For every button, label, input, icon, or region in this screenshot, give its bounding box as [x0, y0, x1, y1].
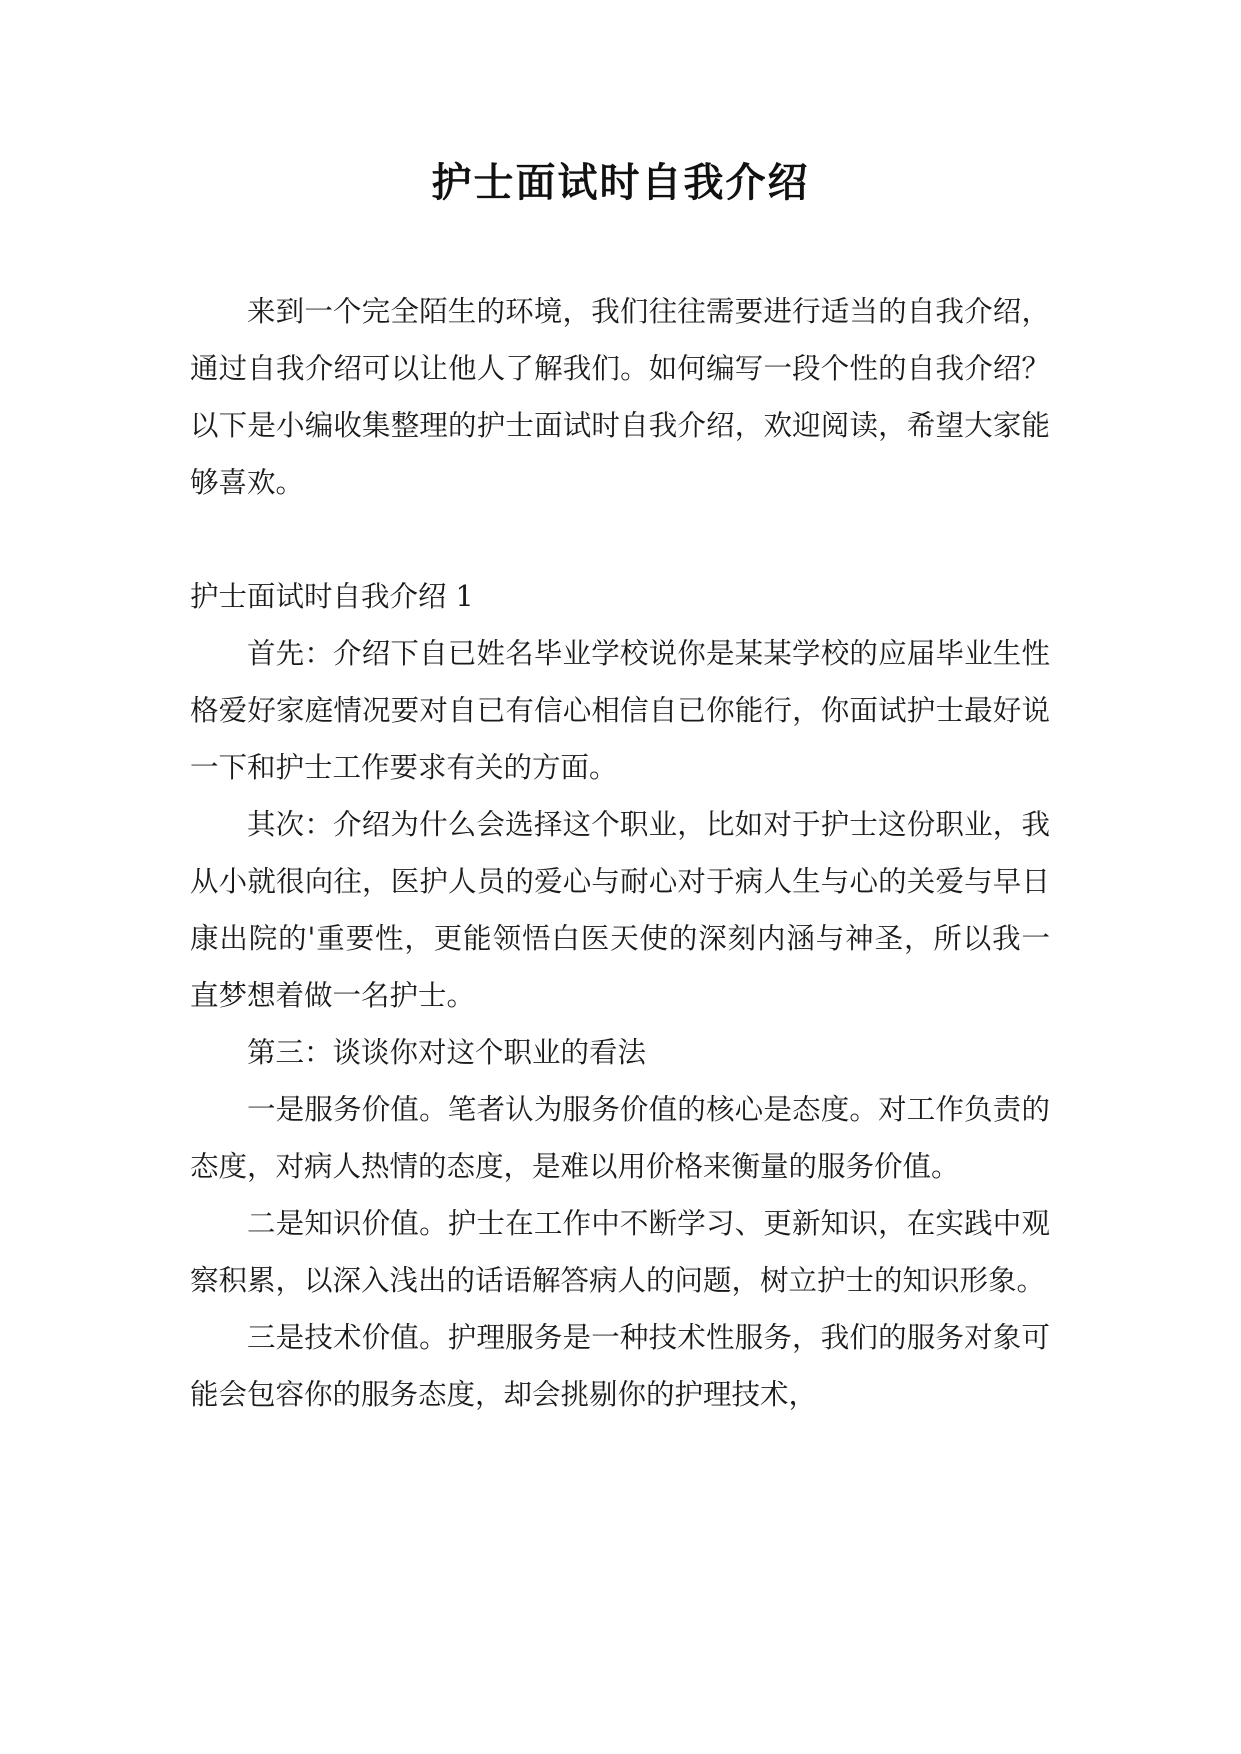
paragraph-service-value: 一是服务价值。笔者认为服务价值的核心是态度。对工作负责的态度，对病人热情的态度，是难以用价格来衡量的服务价值。: [190, 1093, 1050, 1183]
intro-paragraph: 来到一个完全陌生的环境，我们往往需要进行适当的自我介绍，通过自我介绍可以让他人了解我们。如何编写一段个性的自我介绍？以下是小编收集整理的护士面试时自我介绍，欢迎阅读，希望大家能够喜欢。: [190, 295, 1050, 499]
paragraph-first: 首先：介绍下自已姓名毕业学校说你是某某学校的应届毕业生性格爱好家庭情况要对自已有信心相信自已你能行，你面试护士最好说一下和护士工作要求有关的方面。: [190, 637, 1050, 784]
document-title: 护士面试时自我介绍: [431, 160, 810, 206]
paragraph-second: 其次：介绍为什么会选择这个职业，比如对于护士这份职业，我从小就很向往，医护人员的爱心与耐心对于病人生与心的关爱与早日康出院的'重要性，更能领悟白医天使的深刻内涵与神圣，所以我一直梦想着做一名护士。: [190, 808, 1050, 1012]
document-body: [190, 283, 1050, 1423]
paragraph-technical-value: 三是技术价值。护理服务是一种技术性服务，我们的服务对象可能会包容你的服务态度，却会挑剔你的护理技术，: [190, 1321, 1050, 1411]
paragraph-third: 第三：谈谈你对这个职业的看法: [247, 1036, 647, 1069]
section-heading: 护士面试时自我介绍 1: [190, 580, 474, 613]
paragraph-knowledge-value: 二是知识价值。护士在工作中不断学习、更新知识，在实践中观察积累，以深入浅出的话语解答病人的问题，树立护士的知识形象。: [190, 1207, 1050, 1297]
